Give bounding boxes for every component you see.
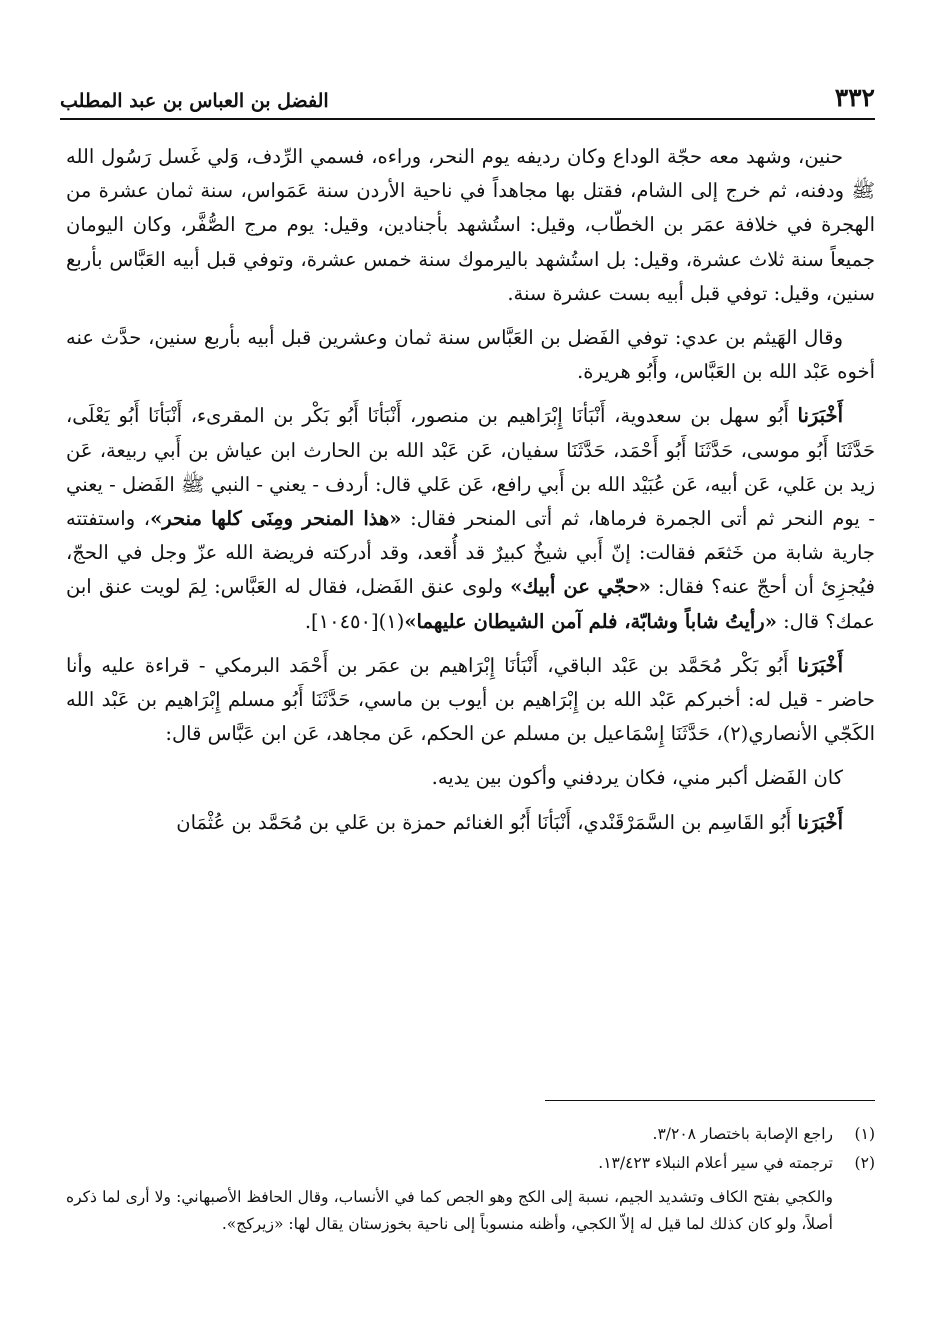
isnad-text: أَبُو بَكْر مُحَمَّد بن عَبْد الباقي، أَنْبَأنَا إِبْرَاهيم بن عمَر بن أَحْمَد البرمكي - قراءة عليه وأنا حاضر - قيل له: أخبركم عَبْد الله بن إِبْرَاهيم بن أيوب بن ماسي، حَدَّثَنَا أَبُو مسلم إِبْرَاهيم بن عَبْد الله الكَجّي الأنصاري (66, 653, 875, 746)
isnad-text: ، حَدَّثَنَا إِسْمَاعيل بن مسلم عن الحكم، عَن مجاهد، عَن ابن عَبَّاس قال: (165, 722, 723, 746)
isnad-text: ، واستفتته جارية شابة من خَثعَم فقالت: إنّ أَبي شيخٌ كبيرٌ قد أُقعد، وقد أدركته فريضة الله عزّ وجل في الحجّ، فيُجزِئ أن أحجّ عنه؟ فقال: (66, 507, 875, 599)
hadith-quote: «رأيتُ شاباً وشابّة، فلم آمن الشيطان عليهما» (404, 609, 777, 633)
footnote-2-note: والكجي بفتح الكاف وتشديد الجيم، نسبة إلى الكج وهو الجص كما في الأنساب، وقال الحافظ الأصبهاني: ولا أرى لما ذكره أصلاً، ولو كان كذلك لما قيل له إلاّ الكجي، وأظنه منسوباً إلى ناحية بخوزستان يقال لها: «زيركج». (66, 1188, 833, 1233)
reference-marker: (١)[١٠٤٥٠]. (304, 609, 405, 633)
page-number: ٣٣٢ (834, 83, 875, 112)
paragraph-text: وقال الهَيثم بن عدي: توفي الفَضل بن العَبَّاس سنة ثمان وعشرين قبل أبيه بأربع سنين، حدَّث عنه أخوه عَبْد الله بن العَبَّاس، وأَبُو هريرة. (66, 326, 875, 384)
footnote-1 (66, 1120, 875, 1149)
paragraph-hadith-isnad-1 (66, 399, 875, 638)
footnotes-section (66, 1120, 875, 1238)
akhbarana-lead: أَخْبَرَنا (797, 404, 843, 428)
paragraph-text: كان الفَضل أكبر مني، فكان يردفني وأكون بين يديه. (431, 766, 843, 790)
main-text (66, 140, 875, 850)
footnote-divider (545, 1100, 875, 1101)
footnote-number: (٢) (854, 1154, 875, 1172)
paragraph-hadith-isnad-3 (66, 806, 875, 840)
paragraph-hadith-matn (66, 761, 875, 795)
paragraph-biography (66, 140, 875, 311)
paragraph-text: حنين، وشهد معه حجّة الوداع وكان رديفه يوم النحر، وراءه، فسمي الرِّدف، وَلي غَسل رَسُول الله ﷺ ودفنه، ثم خرج إلى الشام، فقتل بها مجاهداً في ناحية الأردن سنة عَمَواس، سنة ثمان عشرة من الهجرة في خلافة عمَر بن الخطّاب، وقيل: استُشهد بأجنادين، وقيل: يوم مرج الصُّفَّر، وكان اليومان جميعاً سنة ثلاث عشرة، وقيل: بل استُشهد باليرموك سنة خمس عشرة، وتوفي قبل أبيه العَبَّاس بأربع سنين، وقيل: توفي قبل أبيه بست عشرة سنة. (66, 145, 875, 305)
footnote-marker: (٢) (722, 722, 749, 746)
footnote-2 (66, 1149, 875, 1178)
hadith-quote: «هذا المنحر ومِنَى كلها منحر» (150, 507, 402, 531)
hadith-quote: «حجّي عن أبيك» (510, 575, 651, 599)
akhbarana-lead: أَخْبَرَنا (797, 653, 843, 677)
isnad-text: أَبُو سهل بن سعدوية، أَنْبَأنَا إِبْرَاهيم بن منصور، أَنْبَأنَا أَبُو بَكْر بن المقرىء، أَنْبَأنَا أَبُو يَعْلَى، حَدَّثَنَا أَبُو موسى، حَدَّثَنَا أَبُو أَحْمَد، حَدَّثَنَا سفيان، عَن عَبْد الله بن الحارث ابن عياش بن أَبي ربيعة، عَن زيد بن عَلي، عَن أبيه، عَن عُبَيْد الله بن أَبي رافع، عَن عَلي قال: أردف - يعني - النبي ﷺ الفَضل - يعني - يوم النحر ثم أتى الجمرة فرماها، ثم أتى المنحر فقال: (65, 404, 876, 531)
akhbarana-lead: أَخْبَرَنا (797, 810, 843, 834)
page-header (60, 64, 875, 120)
footnote-number: (١) (854, 1125, 875, 1143)
paragraph-haytham (66, 321, 875, 389)
isnad-text: ولوى عنق الفَضل، فقال له العَبَّاس: لِمَ لويت عنق ابن عمك؟ قال: (66, 575, 875, 633)
running-title: الفضل بن العباس بن عبد المطلب (60, 90, 329, 112)
footnote-text: ترجمته في سير أعلام النبلاء ١٣/٤٢٣. (598, 1154, 833, 1172)
footnote-text: راجع الإصابة باختصار ٣/٢٠٨. (652, 1125, 833, 1143)
paragraph-hadith-isnad-2 (66, 649, 875, 752)
isnad-text: أَبُو القَاسِم بن السَّمَرْقَنْدي، أَنْبَأنَا أَبُو الغنائم حمزة بن عَلي بن مُحَمَّد بن عُثْمَان (176, 810, 798, 834)
